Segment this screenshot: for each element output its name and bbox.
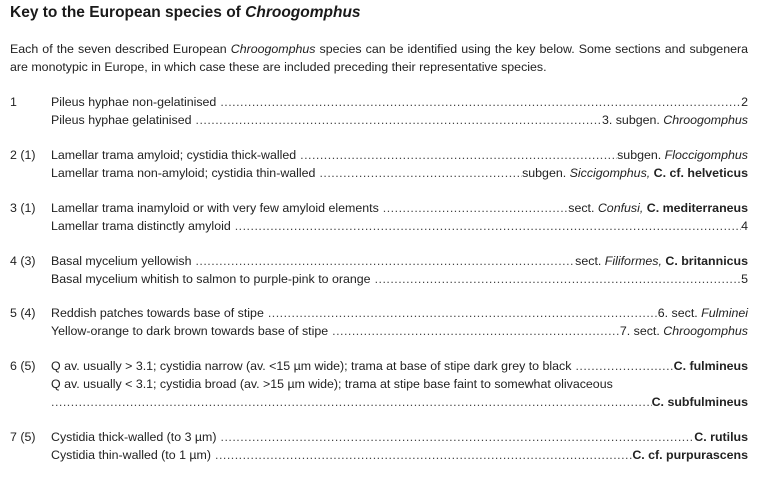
key-lead: Yellow-orange to dark brown towards base of stipe ..... 7. sect. Chroogomphus [51, 322, 748, 340]
key-result: 5 [741, 272, 748, 286]
key-result: C. rutilus [694, 430, 748, 444]
couplet-number: 2 (1) [10, 148, 36, 162]
couplet-number: 1 [10, 95, 17, 109]
key-lead: Cystidia thin-walled (to 1 µm) ..... C. cf. purpurascens [51, 446, 748, 464]
key-lead: Basal mycelium whitish to salmon to purple-pink to orange ..... 5 [51, 270, 748, 288]
key-lead: Reddish patches towards base of stipe ..... 6. sect. Fulminei [51, 304, 748, 322]
key-lead: Pileus hyphae gelatinised ..... 3. subgen. Chroogomphus [51, 111, 748, 129]
couplet-number: 4 (3) [10, 254, 36, 268]
key-result: 7. sect. Chroogomphus [619, 324, 748, 338]
key-lead: Q av. usually > 3.1; cystidia narrow (av. <15 µm wide); trama at base of stipe dark grey to black ..... C. fulmineus [51, 357, 748, 375]
key-result: C. subfulmineus [651, 395, 748, 409]
page-title: Key to the European species of Chroogomphus [10, 4, 361, 21]
key-lead-continuation [51, 393, 748, 411]
intro-paragraph: Each of the seven described European Chroogomphus species can be identified using the key below. Some sections and subgenera are monotypic in Europe, in which case these are included preceding their representative species. [10, 42, 749, 74]
key-lead: Q av. usually < 3.1; cystidia broad (av. >15 µm wide); trama at stipe base faint to somewhat olivaceous [51, 377, 613, 391]
key-result: sect. Filiformes, C. britannicus [575, 254, 748, 268]
key-result: 6. sect. Fulminei [657, 306, 748, 320]
key-result: sect. Confusi, C. mediterraneus [568, 201, 748, 215]
key-lead: Lamellar trama inamyloid or with very few amyloid elements ..... sect. Confusi, C. mediterraneus [51, 199, 748, 217]
key-lead: Lamellar trama non-amyloid; cystidia thin-walled ..... subgen. Siccigomphus, C. cf. helveticus [51, 164, 748, 182]
couplet-number: 5 (4) [10, 306, 36, 320]
key-result: 4 [741, 219, 748, 233]
key-result: 2 [741, 95, 748, 109]
key-result: C. cf. purpurascens [632, 448, 748, 462]
key-result: C. fulmineus [673, 359, 748, 373]
key-lead: Basal mycelium yellowish ..... sect. Filiformes, C. britannicus [51, 252, 748, 270]
couplet-number: 6 (5) [10, 359, 36, 373]
key-lead: Lamellar trama distinctly amyloid ..... 4 [51, 217, 748, 235]
key-result: 3. subgen. Chroogomphus [601, 113, 748, 127]
key-lead: Cystidia thick-walled (to 3 µm) ..... C. rutilus [51, 428, 748, 446]
key-result: subgen. Floccigomphus [617, 148, 748, 162]
key-result: subgen. Siccigomphus, C. cf. helveticus [522, 166, 748, 180]
key-lead: Lamellar trama amyloid; cystidia thick-walled ..... subgen. Floccigomphus [51, 146, 748, 164]
couplet-number: 3 (1) [10, 201, 36, 215]
key-lead: Pileus hyphae non-gelatinised ..... 2 [51, 93, 748, 111]
couplet-number: 7 (5) [10, 430, 36, 444]
